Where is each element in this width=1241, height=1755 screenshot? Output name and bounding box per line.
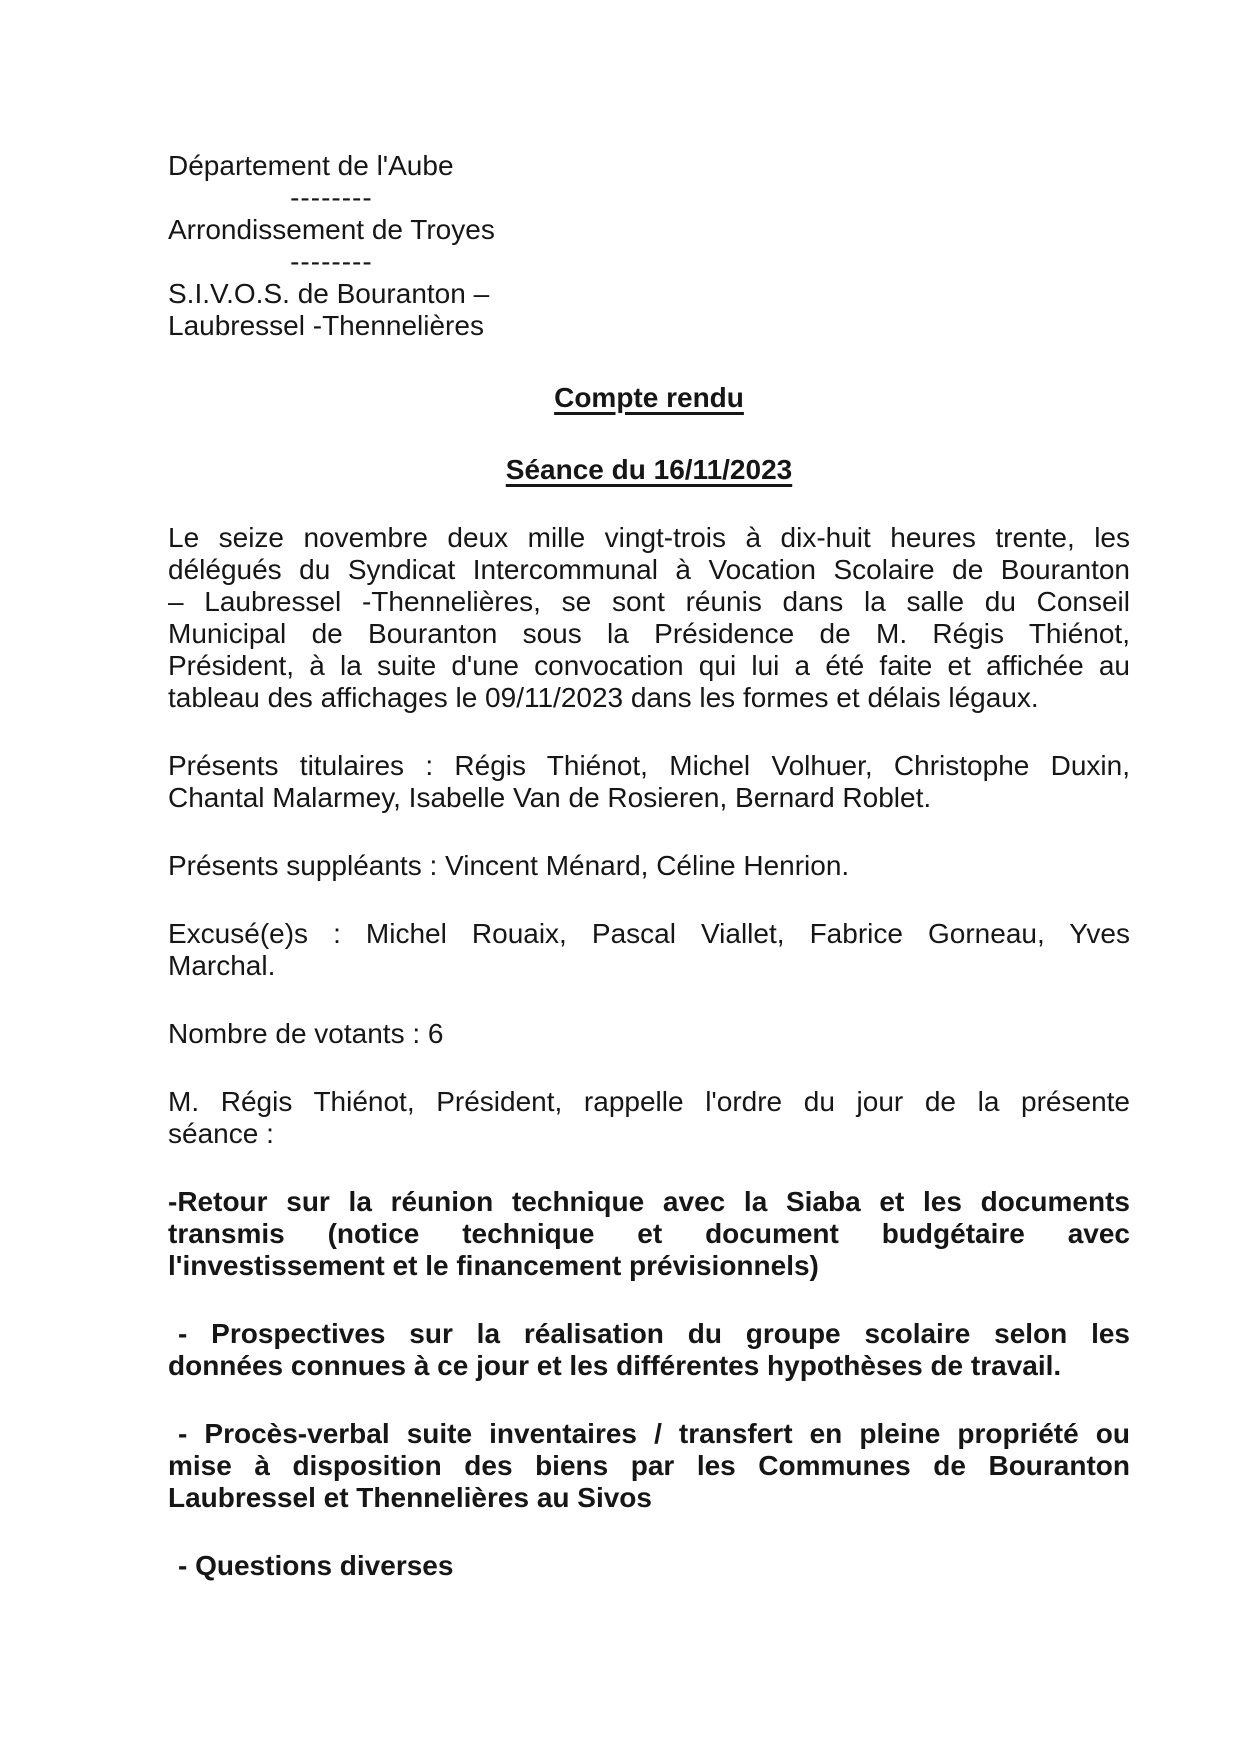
document-line: Marchal.	[168, 950, 276, 981]
document-paragraph	[168, 918, 1130, 982]
document-line: Présents suppléants : Vincent Ménard, Céline Henrion.	[168, 850, 850, 881]
document-line: Municipal de Bouranton sous la Présidence de M. Régis Thiénot,	[168, 618, 1130, 649]
document-paragraph	[168, 1018, 1130, 1050]
document-line: Président, à la suite d'une convocation qui lui a été faite et affichée au	[168, 650, 1130, 681]
document-paragraph	[168, 522, 1130, 714]
document-title: Compte rendu	[554, 382, 744, 413]
document-paragraph	[168, 1086, 1130, 1150]
document-line: séance :	[168, 1118, 274, 1149]
document-line: – Laubressel -Thennelières, se sont réunis dans la salle du Conseil	[168, 586, 1130, 617]
document-line: l'investissement et le financement prévisionnels)	[168, 1250, 819, 1281]
document-line: - Prospectives sur la réalisation du groupe scolaire selon les	[178, 1318, 1130, 1349]
document-line: Nombre de votants : 6	[168, 1018, 444, 1049]
document-paragraph	[168, 1550, 1130, 1582]
document-paragraph	[168, 1186, 1130, 1282]
letterhead-line: Laubressel -Thennelières	[168, 310, 484, 341]
document-line: - Questions diverses	[178, 1550, 454, 1581]
letterhead-line: Département de l'Aube	[168, 150, 454, 181]
document-line: Présents titulaires : Régis Thiénot, Michel Volhuer, Christophe Duxin,	[168, 750, 1130, 781]
document-line: mise à disposition des biens par les Communes de Bouranton	[168, 1450, 1130, 1481]
document-line: délégués du Syndicat Intercommunal à Vocation Scolaire de Bouranton	[168, 554, 1130, 585]
document-subtitle: Séance du 16/11/2023	[505, 454, 793, 485]
letterhead-line: S.I.V.O.S. de Bouranton –	[168, 278, 490, 309]
document-line: M. Régis Thiénot, Président, rappelle l'ordre du jour de la présente	[168, 1086, 1130, 1117]
letterhead	[168, 150, 495, 342]
document-paragraph	[168, 750, 1130, 814]
document-body	[168, 522, 1130, 1582]
letterhead-line: Arrondissement de Troyes	[168, 214, 495, 245]
document-line: Chantal Malarmey, Isabelle Van de Rosieren, Bernard Roblet.	[168, 782, 932, 813]
document-line: -Retour sur la réunion technique avec la Siaba et les documents	[168, 1186, 1130, 1217]
document-line: Excusé(e)s : Michel Rouaix, Pascal Viallet, Fabrice Gorneau, Yves	[168, 918, 1130, 949]
document-paragraph	[168, 1418, 1130, 1514]
document-line: données connues à ce jour et les différentes hypothèses de travail.	[168, 1350, 1062, 1381]
document-paragraph	[168, 1318, 1130, 1382]
letterhead-separator: --------	[290, 246, 373, 277]
document-line: - Procès-verbal suite inventaires / transfert en pleine propriété ou	[178, 1418, 1130, 1449]
document-line: Laubressel et Thennelières au Sivos	[168, 1482, 652, 1513]
document-paragraph	[168, 850, 1130, 882]
document-line: transmis (notice technique et document budgétaire avec	[168, 1218, 1130, 1249]
letterhead-separator: --------	[290, 182, 373, 213]
document-line: tableau des affichages le 09/11/2023 dans les formes et délais légaux.	[168, 682, 1039, 713]
document-line: Le seize novembre deux mille vingt-trois à dix-huit heures trente, les	[168, 522, 1130, 553]
